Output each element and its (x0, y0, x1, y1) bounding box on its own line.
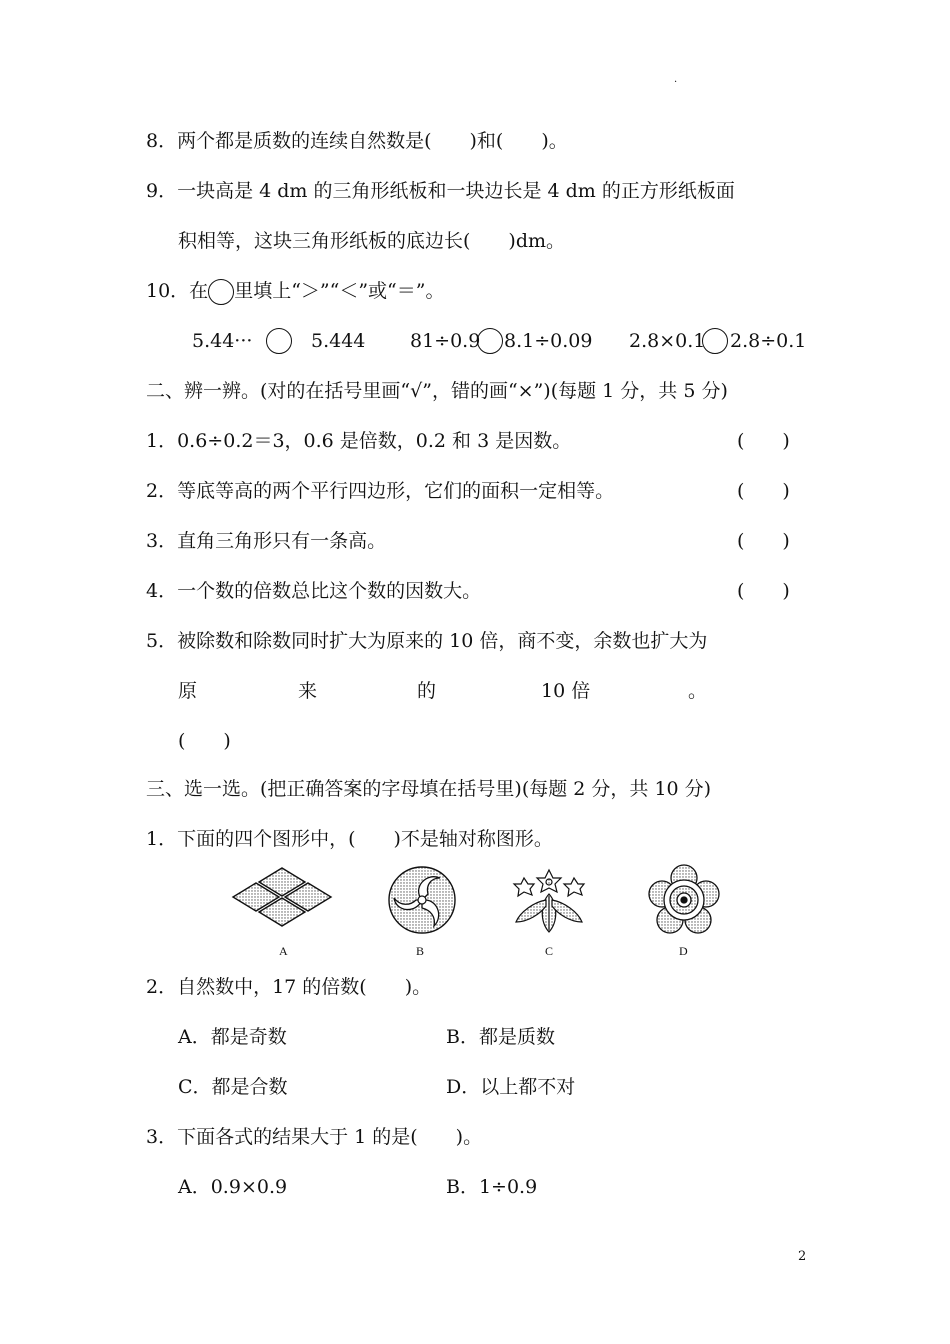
judge-1-answer[interactable]: ( ) (737, 430, 790, 452)
top-mark: . (674, 74, 678, 85)
choice-3-option-b: B．1÷0.9 (446, 1176, 538, 1198)
compare-a-left: 5.44··· (192, 330, 253, 352)
section-2-title: 二、辨一辨。(对的在括号里画“√”，错的画“×”)(每题 1 分，共 5 分) (146, 380, 728, 402)
judge-3: 3．直角三角形只有一条高。 (146, 530, 387, 552)
judge-5-line1: 5．被除数和除数同时扩大为原来的 10 倍，商不变，余数也扩大为 (146, 630, 708, 652)
question-8: 8．两个都是质数的连续自然数是( )和( )。 (146, 130, 568, 152)
judge-5-word-4: 10 倍 (541, 680, 591, 702)
question-9-line2: 积相等，这块三角形纸板的底边长( )dm。 (178, 230, 566, 252)
figure-a-rhombus-icon (230, 866, 334, 928)
judge-5-word-2: 来 (298, 680, 318, 702)
compare-circle-icon (208, 279, 234, 305)
judge-3-answer[interactable]: ( ) (737, 530, 790, 552)
judge-5-word-1: 原 (178, 680, 198, 702)
figure-label-d: D (679, 944, 688, 958)
figure-b-swirl-icon (382, 864, 462, 936)
judge-2-answer[interactable]: ( ) (737, 480, 790, 502)
compare-c-circle[interactable] (702, 328, 728, 354)
judge-4: 4．一个数的倍数总比这个数的因数大。 (146, 580, 482, 602)
figure-d-flower-icon (646, 864, 722, 936)
compare-c-left: 2.8×0.1 (629, 330, 706, 352)
judge-5-answer[interactable]: ( ) (178, 730, 231, 752)
question-10 (146, 278, 444, 305)
judge-5-word-5: 。 (688, 680, 708, 702)
section-3-title: 三、选一选。(把正确答案的字母填在括号里)(每题 2 分，共 10 分) (146, 778, 712, 800)
page-number: 2 (798, 1249, 807, 1264)
question-10-suffix: 里填上“＞”“＜”或“＝”。 (234, 280, 445, 302)
choice-2-option-b: B．都是质数 (446, 1026, 555, 1048)
choice-3-option-a: A．0.9×0.9 (178, 1176, 288, 1198)
choice-1: 1．下面的四个图形中，( )不是轴对称图形。 (146, 828, 553, 850)
judge-5-word-3: 的 (417, 680, 437, 702)
compare-b-right: 8.1÷0.09 (504, 330, 593, 352)
compare-a-right: 5.444 (311, 330, 366, 352)
judge-2: 2．等底等高的两个平行四边形，它们的面积一定相等。 (146, 480, 615, 502)
choice-3: 3．下面各式的结果大于 1 的是( )。 (146, 1126, 483, 1148)
choice-2-option-d: D．以上都不对 (446, 1076, 576, 1098)
choice-2-option-c: C．都是合数 (178, 1076, 288, 1098)
compare-a-circle[interactable] (266, 328, 292, 354)
figure-label-b: B (416, 944, 425, 958)
choice-2: 2．自然数中，17 的倍数( )。 (146, 976, 432, 998)
judge-1: 1．0.6÷0.2＝3，0.6 是倍数，0.2 和 3 是因数。 (146, 430, 572, 452)
compare-c-right: 2.8÷0.1 (730, 330, 807, 352)
question-10-prefix: 10．在 (146, 280, 209, 302)
judge-4-answer[interactable]: ( ) (737, 580, 790, 602)
compare-b-left: 81÷0.9 (410, 330, 481, 352)
figure-c-leaf-icon (512, 864, 586, 936)
figure-label-c: C (545, 944, 554, 958)
figure-label-a: A (279, 944, 288, 958)
choice-2-option-a: A．都是奇数 (178, 1026, 287, 1048)
compare-b-circle[interactable] (477, 328, 503, 354)
question-9-line1: 9．一块高是 4 dm 的三角形纸板和一块边长是 4 dm 的正方形纸板面 (146, 180, 735, 202)
